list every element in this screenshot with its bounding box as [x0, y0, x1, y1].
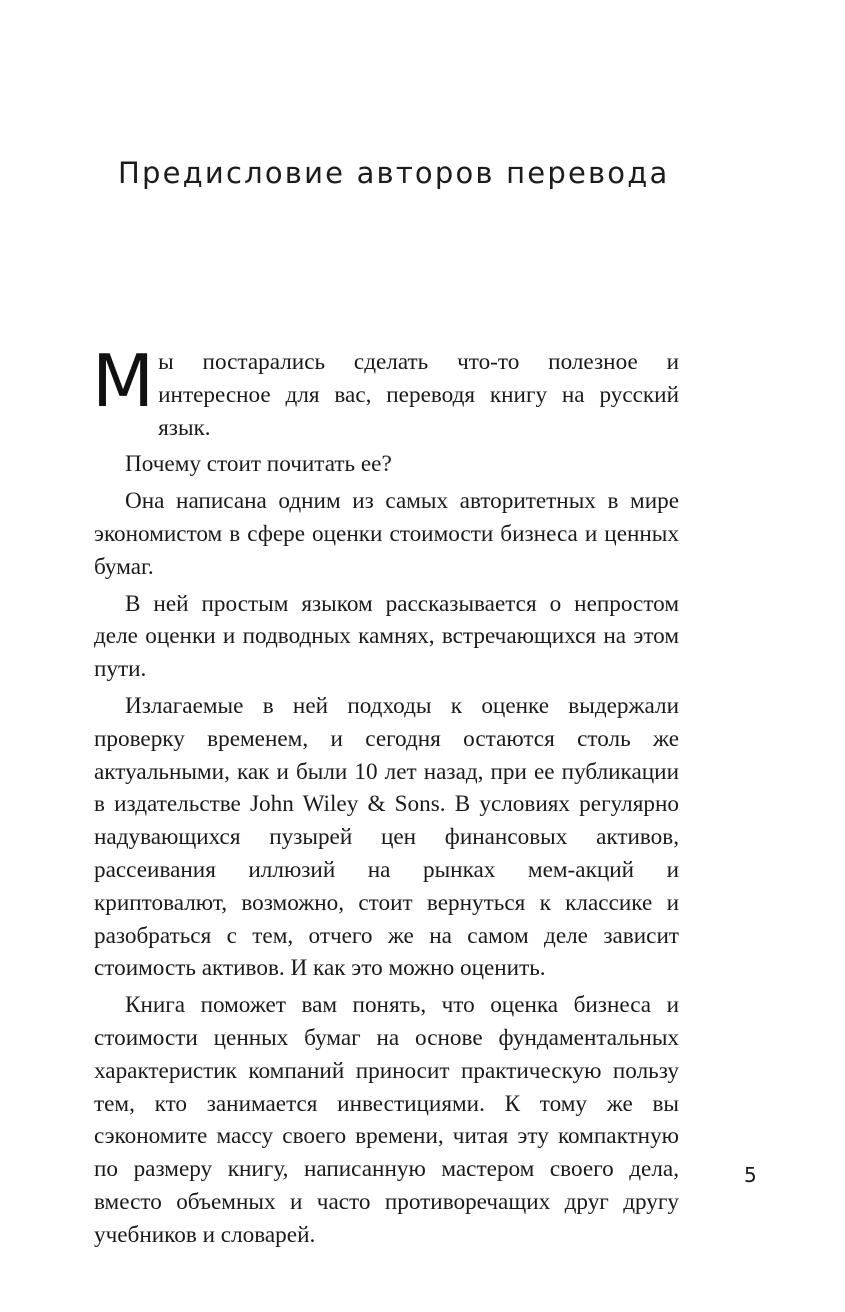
paragraph-6: Книга поможет вам понять, что оценка бизнеса и стоимости ценных бумаг на основе фундаментальных характеристик компаний приносит практическую пользу тем, кто занимается инвестициями. К тому же вы сэкономите массу своего времени, читая эту компактную по размеру книгу, написанную мастером своего дела, вместо объемных и часто противоречащих друг другу учебников и словарей.: [94, 992, 679, 1248]
body-text: [92, 339, 679, 1252]
page-number: 5: [744, 1163, 757, 1187]
paragraph-3: Она написана одним из самых авторитетных в мире экономистом в сфере оценки стоимости бизнеса и ценных бумаг.: [94, 488, 679, 580]
drop-cap: М: [92, 339, 155, 423]
paragraph-1-text: ы постарались сделать что-то полезное и интересное для вас, переводя книгу на русский язык.: [158, 349, 679, 441]
paragraph-5: Излагаемые в ней подходы к оценке выдержали проверку временем, и сегодня остаются столь же актуальными, как и были 10 лет назад, при ее публикации в издательстве John Wiley & Sons. В условиях регулярно надувающихся пузырей цен финансовых активов, рассеивания иллюзий на рынках мем-акций и криптовалют, возможно, стоит вернуться к классике и разобраться с тем, отчего же на самом деле зависит стоимость активов. И как это можно оценить.: [94, 692, 679, 982]
paragraph-2: Почему стоит почитать ее?: [125, 451, 392, 478]
paragraph-1: [92, 339, 679, 444]
paragraph-4: В ней простым языком рассказывается о непростом деле оценки и подводных камнях, встречающихся на этом пути.: [94, 590, 679, 683]
chapter-title: Предисловие авторов перевода: [118, 156, 670, 190]
